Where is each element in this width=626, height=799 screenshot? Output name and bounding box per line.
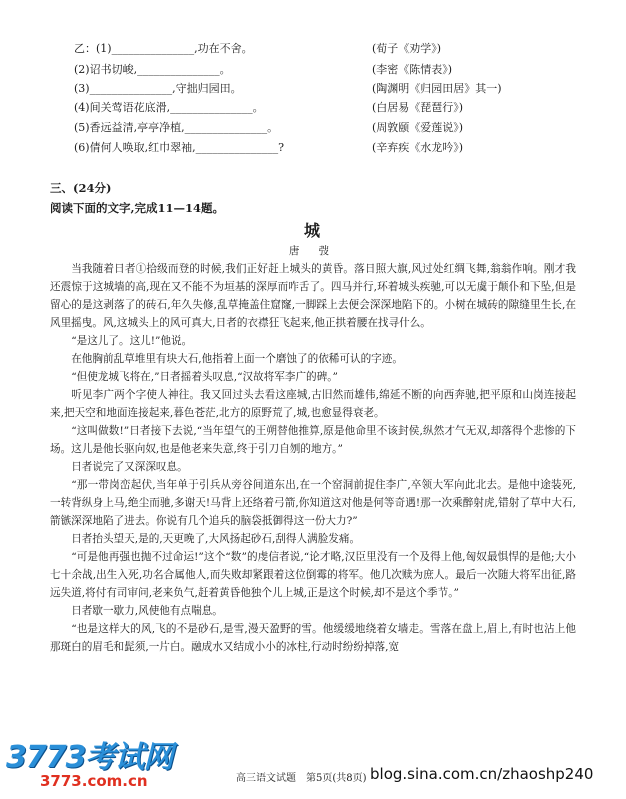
paragraph: 在他胸前乱草堆里有块大石,他指着上面一个磨蚀了的依稀可认的字迹。 — [71, 353, 403, 365]
article-body — [50, 260, 576, 656]
paragraph: 日者歇一歇力,风使他有点喘息。 — [71, 605, 223, 617]
fill-blank-row — [74, 139, 554, 157]
paragraph: 日者说完了又深深叹息。 — [71, 461, 188, 473]
fill-blank-source: (白居易《琵琶行》) — [372, 101, 464, 114]
article-title: 城 — [303, 221, 322, 240]
fill-blank-question: 乙：(1)_______________,功在不舍。 — [74, 42, 253, 55]
fill-blank-row — [74, 40, 554, 58]
fill-blank-question: (3)_______________,守拙归园田。 — [74, 82, 242, 95]
paragraph: “是这儿了。这儿!”他说。 — [71, 335, 193, 347]
fill-blank-source: (李密《陈情表》) — [372, 63, 453, 76]
fill-blank-question: (4)间关莺语花底滑,_______________。 — [74, 101, 264, 114]
fill-blank-source: (辛弃疾《水龙吟》) — [372, 141, 464, 154]
fill-blank-source: (陶渊明《归园田居》其一) — [372, 82, 502, 95]
fill-blank-source: (荀子《劝学》) — [372, 42, 442, 55]
blog-url-watermark[interactable]: blog.sina.com.cn/zhaoshp240 — [370, 765, 594, 783]
paragraph: “那一带岗峦起伏,当年单于引兵从旁谷间道东出,在一个窑洞前捉住李广,卒领大军向此北去。是他中途装死,一转背纵身上马,绝尘而驰,多谢天!马背上还络着弓箭,你知道这对他是何等奇遇!那一次乘醉射虎,错射了草中大石,箭镞深深地陷了进去。你说有几个追兵的脑袋抵御得这一份大力?” — [50, 479, 576, 527]
fill-blank-question: (5)香远益清,亭亭净植,_______________。 — [74, 121, 279, 134]
section-heading: 三、(24分) — [50, 181, 112, 195]
fill-blank-row — [74, 61, 554, 79]
fill-blank-source: (周敦颐《爱莲说》) — [372, 121, 464, 134]
fill-blank-question: (6)倩何人唤取,红巾翠袖,_______________? — [74, 141, 284, 154]
section-instruction: 阅读下面的文字,完成11—14题。 — [50, 201, 225, 215]
site-logo: 3773考试网 — [6, 740, 173, 775]
paragraph: “可是他再强也抛不过命运!”这个“数”的虔信者说,“论才略,汉臣里没有一个及得上他,匈奴最惧悍的是他;大小七十余战,出生入死,功名合属他人,而失败却紧跟着这位倒霉的将军。他几次赎为庶人。最后一次随大将军出征,路远失道,将付有司审问,老来负气,赶着黄昏他独个儿上城,正是这个时候,却不是这个季节。” — [50, 551, 576, 599]
paragraph: “也是这样大的风,飞的不是砂石,是雪,漫天盈野的雪。他缓缓地绕着女墙走。雪落在盘上,眉上,有时也沾上他那斑白的眉毛和髭须,一片白。融成水又结成小小的冰柱,行动时纷纷掉落,宽 — [50, 623, 576, 653]
fill-blank-question: (2)诏书切峻,_______________。 — [74, 63, 231, 76]
site-url: 3773.com.cn — [40, 772, 148, 790]
site-logo-watermark[interactable] — [6, 732, 173, 790]
page-footer: 高三语文试题 第5页(共8页) — [236, 773, 367, 784]
fill-blank-row — [74, 119, 554, 137]
paragraph: “但使龙城飞将在,”日者摇着头叹息,“汉故将军李广的碑。” — [71, 371, 338, 383]
paragraph: 日者抬头望天,是的,天更晚了,大风扬起砂石,刮得人满脸发痛。 — [71, 533, 361, 545]
fill-blank-row — [74, 80, 554, 98]
paragraph: “这叫做数!”日者接下去说,“当年望气的王朔替他推算,原是他命里不该封侯,纵然才气无双,却落得个悲惨的下场。这儿是他长驱向奴,也是他老来失意,终于引刀自刎的地方。” — [50, 425, 576, 455]
paragraph: 听见李广两个字使人神往。我又回过头去看这座城,古旧然而雄伟,绵延不断的向西奔驰,把平原和山岗连接起来,把天空和地面连接起来,暮色苍茫,北方的原野荒了,城,也愈显得衰老。 — [50, 389, 576, 419]
paragraph: 当我随着日者①拾级而登的时候,我们正好赶上城头的黄昏。落日照大旗,风过处红绸飞舞,翁翁作响。刚才我还震惊于这城墙的高,现在又不能不为垣基的深厚而咋舌了。四马并行,环着城头疾驰,可以无虞于颠仆和下坠,但是留心的是这剥落了的砖石,年久失修,乱草掩盖住窟窿,一脚踩上去便会深深地陷下的。小树在城砖的隙缝里生长,在风里摇曳。风,这城头上的风可真大,日者的衣襟狂飞起来,他正拱着腰在找寻什么。 — [50, 263, 576, 329]
fill-blank-row — [74, 99, 554, 117]
article-author: 唐 弢 — [288, 245, 338, 257]
